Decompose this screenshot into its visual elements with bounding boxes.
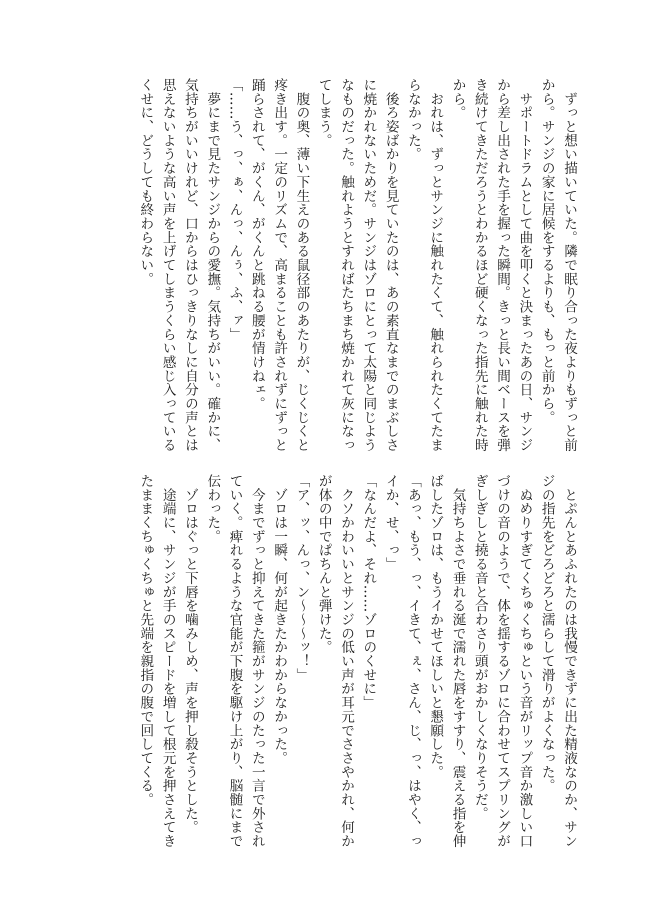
text-line: づけの音のようで、体を揺するゾロに合わせてスプリングが: [494, 474, 511, 848]
text-line: から差し出された手を握った瞬間。きっと長い間ベースを弾: [494, 78, 511, 452]
text-line: なものだった。触れようとすればたちまち焼かれて灰になっ: [338, 78, 355, 452]
text-line: ていく。痺れるような官能が下腹を駆け上がり、脳髄にまで: [226, 474, 243, 848]
text-line: ぬめりすぎてくちゅくちゅという音がリップ音か激しい口: [516, 474, 533, 848]
text-line: 踊らされて、がくん、がくんと跳ねる腰が情けねェ。: [248, 78, 265, 411]
text-line: 後ろ姿ばかりを見ていたのは、あの素直なまでのまぶしさ: [382, 78, 399, 452]
text-block-bottom: [137, 474, 580, 848]
text-line: 気持ちがいいけれど、口からはひっきりなしに自分の声とは: [181, 78, 198, 452]
text-line: が体の中でぱちんと弾けた。: [315, 474, 332, 655]
text-line: ばしたゾロは、もうイかせてほしいと懇願した。: [427, 474, 444, 779]
text-line: とぷんとあふれたのは我慢できずに出た精液なのか、サン: [561, 474, 577, 848]
text-line: クソかわいいとサンジの低い声が耳元でささやかれ、何か: [338, 474, 355, 848]
text-line: 思えないような高い声を上げてしまうくらい感じ入っている: [159, 78, 176, 452]
text-line: ずっと想い描いていた。隣で眠り合った夜よりもずっと前: [561, 78, 577, 452]
text-line: 腹の奥、薄い下生えのある鼠径部のあたりが、じくじくと: [293, 78, 310, 452]
text-line: てしまう。: [315, 78, 332, 148]
text-line: 疼き出す。一定のリズムで、高まることも許されずにずっと: [271, 78, 288, 452]
text-line: ゾロはぐっと下唇を噛みしめ、声を押し殺そうとした。: [181, 474, 198, 835]
text-line: 「……う、っ、ぁ、んっ、んぅ、ふ、ァ」: [226, 78, 243, 342]
text-line: から。サンジの家に居候をするよりも、もっと前から。: [538, 78, 555, 425]
text-line: ジの指先をどろどろと濡らして滑りがよくなった。: [538, 474, 555, 793]
text-line: おれは、ずっとサンジに触れたくて、触れられたくてたま: [427, 78, 444, 452]
text-line: サポートドラムとして曲を叩くと決まったあの日、サンジ: [516, 78, 533, 452]
text-line: 今までずっと抑えてきた箍がサンジのたった一言で外され: [248, 474, 265, 848]
text-block-top: [137, 78, 580, 452]
text-line: き続けてきただろうとわかるほど硬くなった指先に触れた時: [471, 78, 488, 452]
text-line: くせに、どうしても終わらない。: [137, 78, 154, 286]
text-line: 「ア、ッ、んっ、ン〜〜〜ッ！」: [293, 474, 310, 682]
text-line: に焼かれないためだ。サンジはゾロにとって太陽と同じよう: [360, 78, 377, 452]
text-line: 夢にまで見たサンジからの愛撫。気持ちがいい。確かに、: [204, 78, 221, 452]
text-line: から。: [449, 78, 466, 120]
text-line: 「なんだよ、それ……ゾロのくせに」: [360, 474, 377, 710]
text-line: 途端に、サンジが手のスピードを増して根元を押さえてき: [159, 474, 176, 848]
text-line: ぎしぎしと撓る音と合わさり頭がおかしくなりそうだ。: [471, 474, 488, 821]
text-line: 気持ちよさで垂れる涎で濡れた唇をすすり、震える指を伸: [449, 474, 466, 848]
text-line: たままくちゅくちゅと先端を親指の腹で回してくる。: [137, 474, 154, 807]
text-line: イか、せ、っ」: [382, 474, 399, 571]
text-line: らなかった。: [404, 78, 421, 162]
text-line: 「あっ、もう、っ、イきて、ぇ、さん、じ、っ、はやく、っ: [404, 474, 421, 848]
text-line: 伝わった。: [204, 474, 221, 544]
text-line: ゾロは一瞬、何が起きたかわからなかった。: [271, 474, 288, 765]
